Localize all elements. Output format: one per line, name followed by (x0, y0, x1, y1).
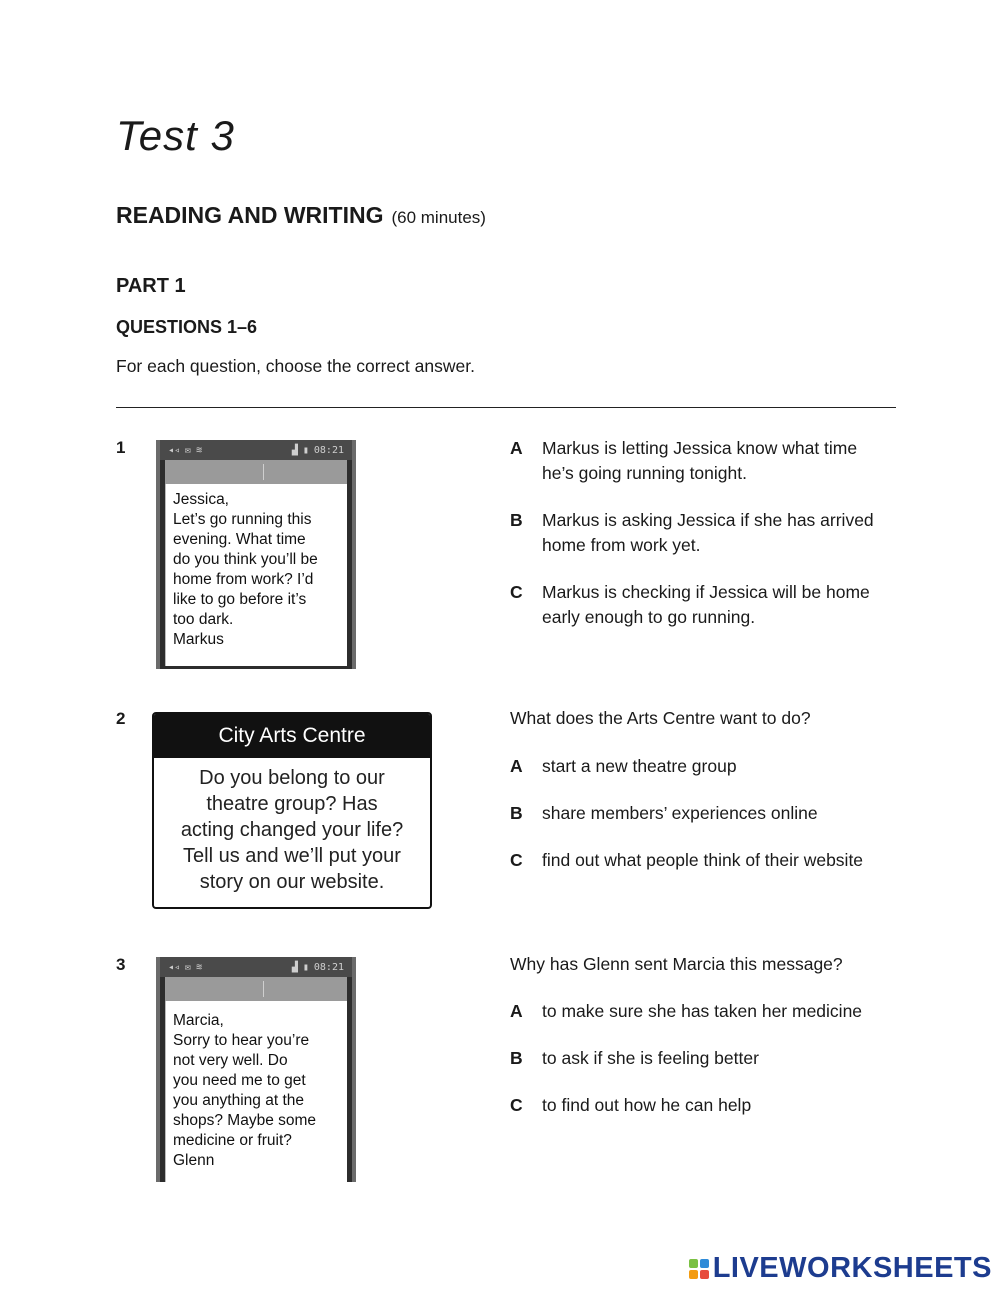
liveworksheets-brand[interactable] (689, 1252, 992, 1285)
notice-line: Do you belong to our (199, 767, 385, 789)
wifi-icon: ≋ (196, 961, 203, 973)
signal-icon: ◂◃ (168, 961, 181, 973)
option-text: Markus is checking if Jessica will be home early enough to go running. (542, 582, 870, 627)
logo-tile (700, 1259, 709, 1268)
option-letter: B (510, 803, 523, 823)
battery-icon: ▮ (302, 444, 309, 456)
part-title: PART 1 (116, 275, 186, 297)
message-line: too dark. (173, 611, 234, 628)
bars-icon: ▟ (291, 961, 298, 973)
option-letter: A (510, 756, 523, 776)
option[interactable] (510, 1093, 922, 1118)
option[interactable] (510, 999, 922, 1024)
option[interactable] (510, 801, 922, 826)
message-line: medicine or fruit? (173, 1132, 292, 1149)
question-number: 2 (116, 709, 126, 728)
option-text: to find out how he can help (542, 1095, 752, 1115)
divider (116, 407, 896, 408)
option-letter: A (510, 1001, 523, 1021)
option-text: start a new theatre group (542, 756, 737, 776)
option-letter: C (510, 1095, 523, 1115)
logo-tile (689, 1259, 698, 1268)
option-letter: C (510, 582, 523, 602)
message-line: shops? Maybe some (173, 1112, 317, 1129)
options-list (510, 436, 892, 630)
logo-tile (700, 1270, 709, 1279)
question-stem: Why has Glenn sent Marcia this message? (510, 954, 843, 974)
option-letter: C (510, 850, 523, 870)
options-list (510, 999, 922, 1118)
notice-line: story on our website. (199, 871, 385, 893)
message-line: do you think you’ll be (173, 551, 318, 568)
message-line: Glenn (173, 1152, 215, 1169)
option-letter: B (510, 1048, 523, 1068)
message-line: not very well. Do (173, 1052, 288, 1069)
option[interactable] (510, 754, 922, 779)
notice-line: Tell us and we’ll put your (183, 845, 401, 867)
options-list (510, 754, 922, 873)
bars-icon: ▟ (291, 444, 298, 456)
option-text: Markus is letting Jessica know what time he’s going running tonight. (542, 438, 858, 483)
questions-title: QUESTIONS 1–6 (116, 317, 258, 337)
message-text (165, 484, 347, 666)
mail-icon: ✉ (185, 444, 192, 456)
phone-message (156, 440, 356, 669)
message-line: you anything at the (173, 1092, 304, 1109)
notice-text (154, 758, 430, 907)
wifi-icon: ≋ (196, 444, 203, 456)
message-line: Jessica, (173, 491, 229, 508)
option-letter: A (510, 438, 523, 458)
section-title (116, 202, 486, 229)
notice-line: acting changed your life? (180, 819, 404, 841)
signal-icon: ◂◃ (168, 444, 181, 456)
option-letter: B (510, 510, 523, 530)
notice-box (152, 712, 432, 909)
brand-name: LIVEWORKSHEETS (712, 1252, 992, 1284)
question-number: 1 (116, 438, 126, 457)
option-text: to make sure she has taken her medicine (542, 1001, 863, 1021)
option-text: find out what people think of their website (542, 850, 864, 870)
logo-tile (689, 1270, 698, 1279)
phone-header-bar (165, 460, 347, 484)
question-stem: What does the Arts Centre want to do? (510, 708, 811, 728)
battery-icon: ▮ (302, 961, 309, 973)
option-text: to ask if she is feeling better (542, 1048, 759, 1068)
instructions: For each question, choose the correct answer. (116, 356, 475, 376)
notice-title: City Arts Centre (154, 714, 430, 758)
message-line: Let’s go running this (173, 511, 312, 528)
test-title: Test 3 (116, 112, 235, 159)
message-line: you need me to get (173, 1072, 306, 1089)
liveworksheets-logo-icon (689, 1259, 709, 1279)
message-line: Sorry to hear you’re (173, 1032, 310, 1049)
phone-time: 08:21 (313, 444, 344, 456)
option-text: share members’ experiences online (542, 803, 818, 823)
mail-icon: ✉ (185, 961, 192, 973)
notice-line: theatre group? Has (206, 793, 378, 815)
phone-message (156, 957, 356, 1182)
phone-time: 08:21 (313, 961, 344, 973)
section-duration: (60 minutes) (391, 208, 486, 227)
phone-header-bar (165, 977, 347, 1001)
option[interactable] (510, 1046, 922, 1071)
message-text (165, 1001, 347, 1182)
message-line: like to go before it’s (173, 591, 307, 608)
message-line: Markus (173, 631, 224, 648)
option[interactable] (510, 508, 892, 558)
option[interactable] (510, 580, 892, 630)
question-number: 3 (116, 955, 126, 974)
option[interactable] (510, 848, 922, 873)
phone-status-bar (160, 440, 352, 460)
phone-status-bar (160, 957, 352, 977)
option-text: Markus is asking Jessica if she has arrived home from work yet. (542, 510, 874, 555)
option[interactable] (510, 436, 892, 486)
message-line: evening. What time (173, 531, 306, 548)
section-title-text: READING AND WRITING (116, 202, 384, 228)
message-line: home from work? I’d (173, 571, 314, 588)
message-line: Marcia, (173, 1012, 224, 1029)
